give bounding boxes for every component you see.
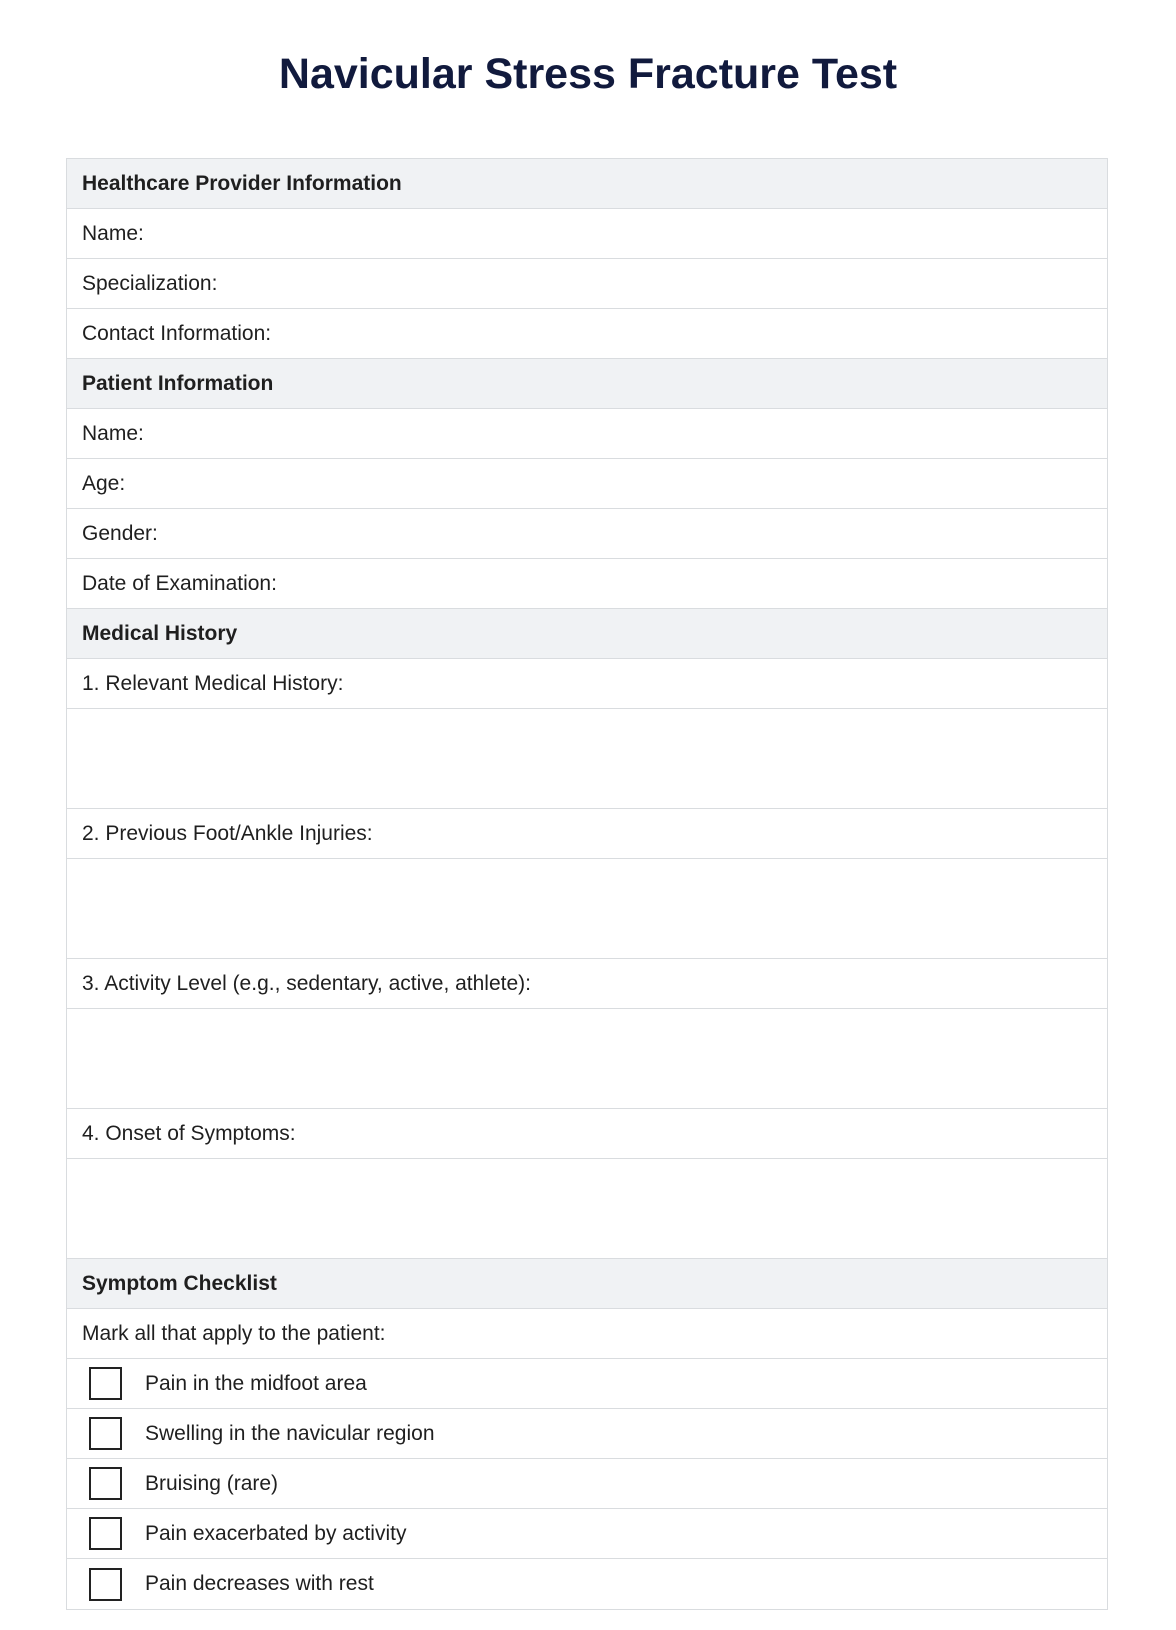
question-activity-level: 3. Activity Level (e.g., sedentary, active, athlete): [67,959,1107,1009]
symptom-item-activity-pain [67,1509,1107,1559]
checkbox[interactable] [89,1367,122,1400]
section-header-provider: Healthcare Provider Information [67,159,1107,209]
symptom-label: Pain in the midfoot area [145,1371,367,1395]
symptom-label: Pain decreases with rest [145,1572,374,1595]
symptom-item-midfoot-pain [67,1359,1107,1409]
section-header-history: Medical History [67,609,1107,659]
symptom-label: Pain exacerbated by activity [145,1521,407,1545]
checkbox[interactable] [89,1517,122,1550]
patient-age-field[interactable]: Age: [67,459,1107,509]
symptom-instruction: Mark all that apply to the patient: [67,1309,1107,1359]
patient-gender-field[interactable]: Gender: [67,509,1107,559]
symptom-item-bruising [67,1459,1107,1509]
form-table [66,158,1108,1610]
provider-name-field[interactable]: Name: [67,209,1107,259]
symptom-label: Swelling in the navicular region [145,1421,435,1445]
section-header-symptoms: Symptom Checklist [67,1259,1107,1309]
checkbox[interactable] [89,1417,122,1450]
question-medical-history: 1. Relevant Medical History: [67,659,1107,709]
symptom-item-swelling [67,1409,1107,1459]
symptom-item-rest-relief [67,1559,1107,1609]
examination-date-field[interactable]: Date of Examination: [67,559,1107,609]
answer-area-onset-symptoms[interactable] [67,1159,1107,1259]
question-previous-injuries: 2. Previous Foot/Ankle Injuries: [67,809,1107,859]
page-title: Navicular Stress Fracture Test [278,50,898,98]
provider-specialization-field[interactable]: Specialization: [67,259,1107,309]
patient-name-field[interactable]: Name: [67,409,1107,459]
answer-area-previous-injuries[interactable] [67,859,1107,959]
answer-area-activity-level[interactable] [67,1009,1107,1109]
checkbox[interactable] [89,1467,122,1500]
symptom-label: Bruising (rare) [145,1471,279,1495]
section-header-patient: Patient Information [67,359,1107,409]
checkbox[interactable] [89,1568,122,1601]
answer-area-medical-history[interactable] [67,709,1107,809]
question-onset-symptoms: 4. Onset of Symptoms: [67,1109,1107,1159]
provider-contact-field[interactable]: Contact Information: [67,309,1107,359]
